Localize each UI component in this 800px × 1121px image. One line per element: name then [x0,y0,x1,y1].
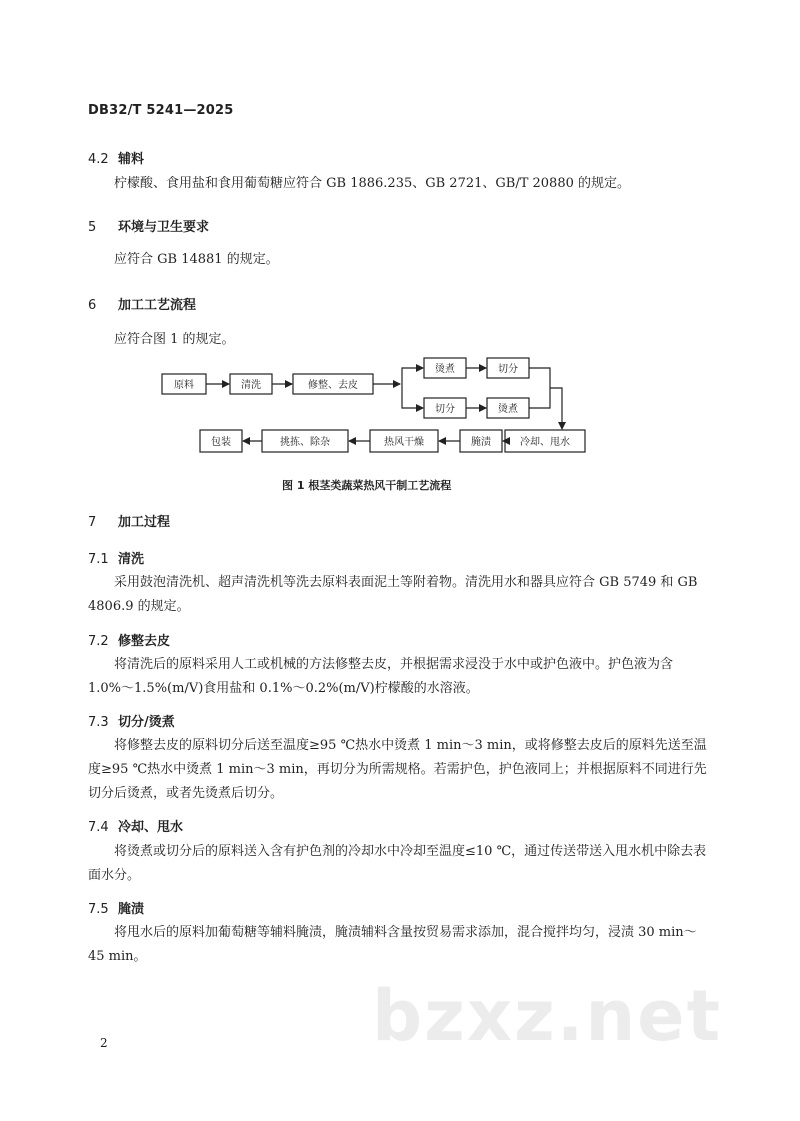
flow-label-blanch-a: 烫煮 [435,364,455,375]
flow-label-trim: 修整、去皮 [308,380,358,391]
section-heading: 7.3 切分/烫煮 [88,715,175,730]
section-heading: 6 加工工艺流程 [88,298,197,313]
flow-label-sort: 挑拣、除杂 [280,437,330,448]
page-number: 2 [100,1036,108,1050]
paragraph: 将清洗后的原料采用人工或机械的方法修整去皮，并根据需求浸没于水中或护色液中。护色液为含 1.0%～1.5%(m/V)食用盐和 0.1%～0.2%(m/V)柠檬酸的水溶液。 [88,657,674,696]
watermark: bzxz.net [372,975,723,1057]
paragraph: 将修整去皮的原料切分后送至温度≥95 ℃热水中烫煮 1 min～3 min，或将修整去皮后的原料先送至温度≥95 ℃热水中烫煮 1 min～3 min，再切分为所需规格。若需护色，护色液同上；并根据原料不同进行先切分后烫煮，或者先烫煮后切分。 [88,738,707,801]
flow-label-pickle: 腌渍 [471,437,491,448]
flow-label-dry: 热风干燥 [384,437,424,448]
flow-label-cool: 冷却、甩水 [520,437,570,448]
paragraph: 将烫煮或切分后的原料送入含有护色剂的冷却水中冷却至温度≤10 ℃，通过传送带送入甩水机中除去表面水分。 [88,844,707,883]
paragraph: 将甩水后的原料加葡萄糖等辅料腌渍，腌渍辅料含量按贸易需求添加，混合搅拌均匀，浸渍 30 min～45 min。 [88,925,697,964]
section-heading: 7.2 修整去皮 [88,634,171,649]
section-heading: 5 环境与卫生要求 [88,220,210,235]
section-heading: 7.5 腌渍 [88,902,145,917]
section-heading: 7.4 冷却、甩水 [88,820,184,835]
section-heading: 4.2 辅料 [88,152,145,167]
paragraph: 应符合图 1 的规定。 [114,332,235,347]
section-heading: 7.1 清洗 [88,552,145,567]
document-id: DB32/T 5241—2025 [88,103,234,118]
flow-label-cut-b: 切分 [435,404,455,415]
process-flow-diagram [150,350,630,465]
flow-label-raw: 原料 [174,380,194,391]
section-heading: 7 加工过程 [88,515,171,530]
paragraph: 柠檬酸、食用盐和食用葡萄糖应符合 GB 1886.235、GB 2721、GB/T 20880 的规定。 [114,176,630,191]
figure-caption: 图 1 根茎类蔬菜热风干制工艺流程 [282,479,452,492]
flow-label-pack: 包装 [211,437,231,448]
flow-label-blanch-b: 烫煮 [498,404,518,415]
flow-label-wash: 清洗 [241,380,261,391]
flow-label-cut-a: 切分 [498,364,518,375]
paragraph: 应符合 GB 14881 的规定。 [114,252,279,267]
paragraph: 采用鼓泡清洗机、超声清洗机等洗去原料表面泥土等附着物。清洗用水和器具应符合 GB 5749 和 GB 4806.9 的规定。 [88,575,698,614]
